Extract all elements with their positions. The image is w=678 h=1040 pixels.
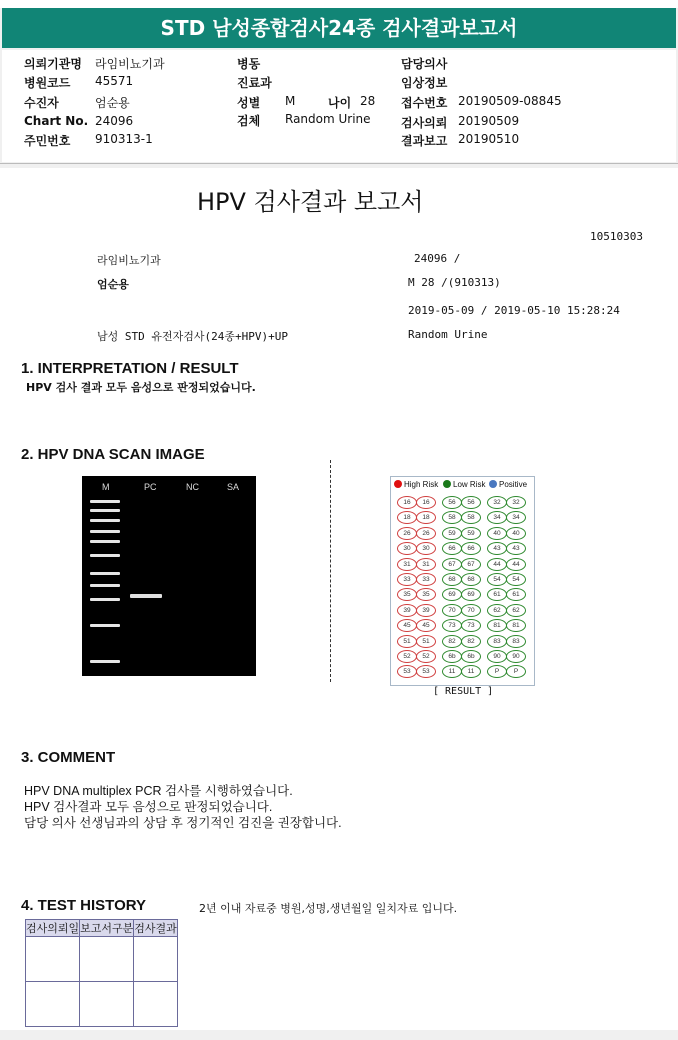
hpv-type-oval: 54 <box>487 573 507 586</box>
hpv-type-oval: 45 <box>416 619 436 632</box>
specimen-value: Random Urine <box>285 112 371 126</box>
report-date-label: 결과보고 <box>401 134 448 148</box>
hpv-type-oval: 61 <box>487 588 507 601</box>
hpv-type-oval: 54 <box>506 573 526 586</box>
gel-lane-label: M <box>102 482 110 492</box>
hpv-type-oval: 16 <box>416 496 436 509</box>
report-page <box>0 168 678 1030</box>
ladder-band <box>90 519 120 522</box>
comment-line: HPV DNA multiplex PCR 검사를 시행하였습니다. <box>24 784 293 798</box>
hpv-type-oval: 61 <box>506 588 526 601</box>
history-note: 2년 이내 자료중 병원,성명,생년월일 일치자료 입니다. <box>199 902 458 915</box>
hospital-code-value: 45571 <box>95 74 134 88</box>
age-label: 나이 <box>328 96 352 110</box>
hpv-type-oval: 52 <box>416 650 436 663</box>
hpv-type-oval: 32 <box>506 496 526 509</box>
receipt-no-label: 접수번호 <box>401 96 448 110</box>
hpv-type-oval: 59 <box>442 527 462 540</box>
hpv-type-oval: 73 <box>461 619 481 632</box>
ladder-band <box>90 598 120 601</box>
high-risk-dot <box>394 480 402 488</box>
ladder-band <box>90 572 120 575</box>
clinical-info-label: 임상정보 <box>401 76 448 90</box>
result-caption: [ RESULT ] <box>433 686 494 697</box>
history-header: 보고서구분 <box>80 920 134 937</box>
table-cell <box>80 982 134 1027</box>
top-margin <box>0 0 678 8</box>
hpv-type-oval: 58 <box>442 511 462 524</box>
pc-band <box>130 594 162 598</box>
hpv-type-oval: 43 <box>506 542 526 555</box>
comment-line: 담당 의사 선생님과의 상담 후 정기적인 검진을 권장합니다. <box>24 816 342 830</box>
section-history-title: 4. TEST HISTORY <box>21 897 147 914</box>
report-heading: HPV 검사결과 보고서 <box>197 188 424 216</box>
hpv-type-oval: P <box>487 665 507 678</box>
report-patient-line: M 28 /(910313) <box>408 276 501 289</box>
ladder-band <box>90 530 120 533</box>
dashed-divider <box>330 460 331 682</box>
hpv-type-oval: 83 <box>487 635 507 648</box>
hpv-type-oval: 6b <box>461 650 481 663</box>
hpv-type-oval: 69 <box>442 588 462 601</box>
legend-label: Low Risk <box>453 480 486 489</box>
hpv-type-oval: 62 <box>506 604 526 617</box>
ladder-band <box>90 660 120 663</box>
specimen-label: 검체 <box>237 114 261 128</box>
report-patient-name: 엄순용 <box>97 278 129 291</box>
hospital-value: 라임비뇨기과 <box>95 57 165 71</box>
hpv-type-oval: 81 <box>506 619 526 632</box>
hpv-type-grid <box>390 476 535 686</box>
history-table <box>25 919 178 1027</box>
resident-no-label: 주민번호 <box>24 134 71 148</box>
hospital-code-label: 병원코드 <box>24 76 71 90</box>
report-hospital: 라임비뇨기과 <box>97 254 161 267</box>
hpv-type-oval: 44 <box>506 558 526 571</box>
hpv-type-oval: 56 <box>442 496 462 509</box>
table-cell <box>134 982 178 1027</box>
doctor-label: 담당의사 <box>401 57 448 71</box>
hpv-type-oval: 70 <box>461 604 481 617</box>
hpv-type-oval: 51 <box>416 635 436 648</box>
hpv-type-oval: 67 <box>461 558 481 571</box>
hpv-type-oval: 90 <box>487 650 507 663</box>
report-chart-line: 24096 / <box>414 252 461 265</box>
legend-label: High Risk <box>404 480 439 489</box>
section-comment-title: 3. COMMENT <box>21 749 116 766</box>
legend-label: Positive <box>499 480 528 489</box>
patient-label: 수진자 <box>24 96 59 110</box>
hpv-type-oval: 35 <box>397 588 417 601</box>
hpv-type-oval: 31 <box>397 558 417 571</box>
legend-low-risk <box>443 480 485 490</box>
hpv-type-oval: 35 <box>416 588 436 601</box>
hpv-type-oval: 51 <box>397 635 417 648</box>
table-cell <box>26 982 80 1027</box>
hpv-type-oval: 68 <box>442 573 462 586</box>
hpv-type-oval: 82 <box>442 635 462 648</box>
hpv-type-oval: 90 <box>506 650 526 663</box>
hpv-type-oval: 53 <box>397 665 417 678</box>
table-cell <box>80 937 134 982</box>
hpv-type-oval: 16 <box>397 496 417 509</box>
comment-line: HPV 검사결과 모두 음성으로 판정되었습니다. <box>24 800 273 814</box>
comment-text <box>24 783 342 831</box>
hpv-type-oval: 18 <box>416 511 436 524</box>
ward-label: 병동 <box>237 57 261 71</box>
hpv-type-oval: 33 <box>397 573 417 586</box>
ladder-band <box>90 540 120 543</box>
hpv-type-oval: P <box>506 665 526 678</box>
hpv-type-oval: 44 <box>487 558 507 571</box>
ladder-band <box>90 624 120 627</box>
hpv-type-oval: 81 <box>487 619 507 632</box>
legend-positive <box>489 480 527 490</box>
section-interpretation-title: 1. INTERPRETATION / RESULT <box>21 360 239 377</box>
chart-no-label: Chart No. <box>24 114 89 128</box>
section-scan-title: 2. HPV DNA SCAN IMAGE <box>21 446 205 463</box>
gel-lane-label: SA <box>227 482 240 492</box>
hpv-type-oval: 33 <box>416 573 436 586</box>
table-cell <box>26 937 80 982</box>
gel-lane-label: PC <box>144 482 157 492</box>
patient-info-panel <box>2 50 676 162</box>
request-date-label: 검사의뢰 <box>401 116 448 130</box>
positive-dot <box>489 480 497 488</box>
low-risk-dot <box>443 480 451 488</box>
hpv-type-oval: 70 <box>442 604 462 617</box>
hpv-type-oval: 73 <box>442 619 462 632</box>
hpv-type-oval: 68 <box>461 573 481 586</box>
hpv-type-oval: 83 <box>506 635 526 648</box>
hpv-type-oval: 59 <box>461 527 481 540</box>
department-label: 진료과 <box>237 76 272 90</box>
hpv-type-oval: 31 <box>416 558 436 571</box>
report-title-bar: STD 남성종합검사24종 검사결과보고서 <box>2 8 676 48</box>
interpretation-text: HPV 검사 결과 모두 음성으로 판정되었습니다. <box>26 381 256 394</box>
receipt-no-value: 20190509-08845 <box>458 94 562 108</box>
hpv-type-oval: 69 <box>461 588 481 601</box>
legend-high-risk <box>394 480 438 490</box>
hpv-type-oval: 56 <box>461 496 481 509</box>
chart-no-value: 24096 <box>95 114 134 128</box>
request-date-value: 20190509 <box>458 114 520 128</box>
ladder-band <box>90 509 120 512</box>
ladder-band <box>90 584 120 587</box>
report-test-name: 남성 STD 유전자검사(24종+HPV)+UP <box>97 330 288 343</box>
hpv-type-oval: 26 <box>397 527 417 540</box>
hpv-type-oval: 62 <box>487 604 507 617</box>
hospital-label: 의뢰기관명 <box>24 57 82 71</box>
hpv-type-oval: 11 <box>461 665 481 678</box>
table-row <box>26 982 178 1027</box>
gel-electrophoresis-image <box>82 476 256 676</box>
ladder-band <box>90 554 120 557</box>
sex-value: M <box>285 94 296 108</box>
hpv-type-oval: 45 <box>397 619 417 632</box>
hpv-type-oval: 40 <box>487 527 507 540</box>
hpv-type-oval: 82 <box>461 635 481 648</box>
hpv-type-oval: 43 <box>487 542 507 555</box>
report-code: 10510303 <box>590 230 643 243</box>
hpv-type-oval: 53 <box>416 665 436 678</box>
hpv-type-oval: 39 <box>397 604 417 617</box>
hpv-type-oval: 39 <box>416 604 436 617</box>
hpv-type-oval: 34 <box>506 511 526 524</box>
hpv-type-oval: 30 <box>397 542 417 555</box>
hpv-type-oval: 34 <box>487 511 507 524</box>
hpv-type-oval: 66 <box>461 542 481 555</box>
history-header: 검사의뢰일 <box>26 920 80 937</box>
table-row <box>26 937 178 982</box>
hpv-type-oval: 26 <box>416 527 436 540</box>
hpv-type-oval: 67 <box>442 558 462 571</box>
history-header: 검사결과 <box>134 920 178 937</box>
report-date-value: 20190510 <box>458 132 520 146</box>
table-cell <box>134 937 178 982</box>
ladder-band <box>90 500 120 503</box>
hpv-type-oval: 40 <box>506 527 526 540</box>
patient-value: 엄순용 <box>95 96 130 110</box>
hpv-type-oval: 30 <box>416 542 436 555</box>
report-specimen: Random Urine <box>408 328 488 341</box>
hpv-type-oval: 32 <box>487 496 507 509</box>
hpv-type-oval: 52 <box>397 650 417 663</box>
report-dates: 2019-05-09 / 2019-05-10 15:28:24 <box>408 304 620 317</box>
gel-lane-label: NC <box>186 482 199 492</box>
hpv-type-oval: 6b <box>442 650 462 663</box>
hpv-type-oval: 18 <box>397 511 417 524</box>
resident-no-value: 910313-1 <box>95 132 153 146</box>
sex-label: 성별 <box>237 96 261 110</box>
hpv-type-oval: 66 <box>442 542 462 555</box>
age-value: 28 <box>360 94 376 108</box>
divider <box>0 163 678 164</box>
hpv-type-oval: 58 <box>461 511 481 524</box>
hpv-type-oval: 11 <box>442 665 462 678</box>
